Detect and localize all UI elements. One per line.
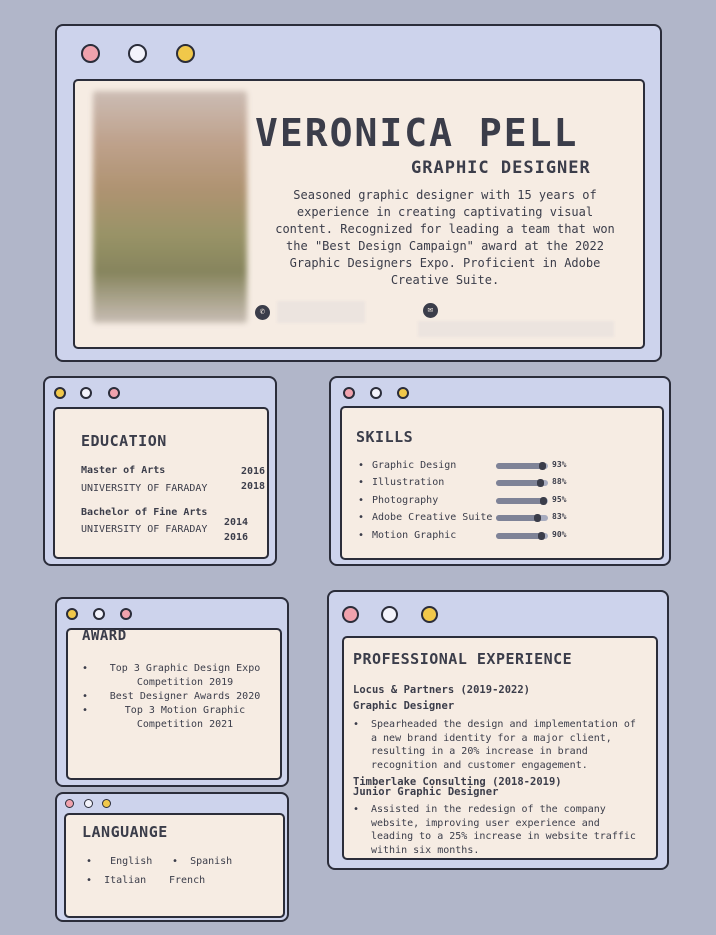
- window-dot-white: [93, 608, 105, 620]
- phone-icon: ✆: [255, 305, 270, 320]
- education-card: [53, 407, 269, 559]
- bullet: •: [358, 477, 365, 488]
- skill-bar: [496, 498, 548, 504]
- skill-bar-fill: [496, 515, 539, 521]
- experience-card: [342, 636, 658, 860]
- education-title: EDUCATION: [81, 432, 167, 450]
- education-window: [43, 376, 277, 566]
- skill-bar: [496, 515, 548, 521]
- award-window: [55, 597, 289, 787]
- skill-bar-fill: [496, 480, 542, 486]
- skills-list: [358, 460, 658, 560]
- bullet: •: [358, 530, 365, 541]
- bullet: •: [358, 512, 365, 523]
- award-item: • Best Designer Awards 2020: [82, 691, 261, 702]
- summary-text: Seasoned graphic designer with 15 years of experience in creating captivating visual content. Recognized for leading a team that won the "Best Design Campaign" award at the 2022 Graphic Designers Expo. Proficient in Adobe Creative Suite.: [275, 188, 615, 287]
- phone-redacted: [277, 301, 365, 323]
- job-bullet: • Assisted in the redesign of the company website, improving user experience and leading to a 25% increase in website traffic within six months.: [353, 804, 636, 856]
- skill-percent: 90%: [552, 530, 567, 539]
- education-degree: Master of Arts: [81, 465, 166, 476]
- education-start-year: 2014: [224, 517, 249, 528]
- window-dot-yellow: [102, 799, 111, 808]
- window-dot-white: [80, 387, 92, 399]
- skill-name: Motion Graphic: [372, 530, 457, 541]
- candidate-role: GRAPHIC DESIGNER: [411, 158, 591, 178]
- window-dot-pink: [65, 799, 74, 808]
- experience-title: PROFESSIONAL EXPERIENCE: [353, 650, 573, 668]
- skill-name: Photography: [372, 495, 439, 506]
- skills-window: [329, 376, 671, 566]
- award-item: • Top 3 Graphic Design Expo Competition 2019: [82, 663, 261, 688]
- email-icon: ✉: [423, 303, 438, 318]
- skill-bar: [496, 463, 548, 469]
- skill-row: [358, 495, 658, 509]
- window-dot-yellow: [421, 606, 438, 623]
- window-dot-yellow: [176, 44, 195, 63]
- skill-bar-fill: [496, 498, 545, 504]
- language-item: • English: [86, 856, 153, 867]
- window-dot-pink: [108, 387, 120, 399]
- education-school: UNIVERSITY OF FARADAY: [81, 524, 208, 535]
- window-dot-pink: [342, 606, 359, 623]
- window-dot-yellow: [54, 387, 66, 399]
- window-dot-white: [370, 387, 382, 399]
- header-card: [73, 79, 645, 349]
- award-card: [66, 628, 282, 780]
- window-dot-pink: [343, 387, 355, 399]
- language-item: • Italian: [86, 875, 147, 886]
- education-end-year: 2016: [224, 532, 249, 543]
- skill-bar-fill: [496, 533, 543, 539]
- window-dot-pink: [120, 608, 132, 620]
- skill-row: [358, 530, 658, 544]
- bullet: •: [358, 495, 365, 506]
- skill-name: Adobe Creative Suite: [372, 512, 493, 523]
- email-redacted: [418, 321, 614, 337]
- skills-title: SKILLS: [356, 428, 414, 446]
- skill-percent: 83%: [552, 512, 567, 521]
- language-title: LANGUANGE: [82, 823, 168, 841]
- skills-card: [340, 406, 664, 560]
- candidate-name: VERONICA PELL: [255, 111, 579, 155]
- window-dot-yellow: [66, 608, 78, 620]
- skill-percent: 93%: [552, 460, 567, 469]
- language-item: • Spanish: [172, 856, 233, 867]
- skill-percent: 88%: [552, 477, 567, 486]
- skill-name: Illustration: [372, 477, 445, 488]
- experience-window: [327, 590, 669, 870]
- education-start-year: 2016: [241, 466, 266, 477]
- skill-bar: [496, 480, 548, 486]
- skill-row: [358, 512, 658, 526]
- education-degree: Bachelor of Fine Arts: [81, 507, 208, 518]
- education-school: UNIVERSITY OF FARADAY: [81, 483, 208, 494]
- window-dot-yellow: [397, 387, 409, 399]
- job-bullet: • Spearheaded the design and implementation of a new brand identity for a major client, resulting in a 20% increase in brand recognition and customer engagement.: [353, 719, 636, 771]
- bullet: •: [358, 460, 365, 471]
- profile-photo: [93, 91, 247, 323]
- language-window: [55, 792, 289, 922]
- skill-row: [358, 460, 658, 474]
- job-position: Junior Graphic Designer: [353, 786, 499, 798]
- award-list: [82, 662, 272, 732]
- window-dot-white: [84, 799, 93, 808]
- header-window: [55, 24, 662, 362]
- window-dot-white: [128, 44, 147, 63]
- award-item: • Top 3 Motion Graphic Competition 2021: [82, 705, 246, 730]
- education-end-year: 2018: [241, 481, 266, 492]
- window-dot-white: [381, 606, 398, 623]
- window-dot-pink: [81, 44, 100, 63]
- skill-bar-fill: [496, 463, 544, 469]
- award-title: AWARD: [82, 628, 127, 644]
- language-card: [64, 813, 285, 918]
- skill-bar: [496, 533, 548, 539]
- language-item: French: [169, 875, 206, 886]
- skill-row: [358, 477, 658, 491]
- skill-name: Graphic Design: [372, 460, 457, 471]
- job-company: Locus & Partners (2019-2022): [353, 684, 531, 696]
- job-position: Graphic Designer: [353, 700, 455, 712]
- skill-percent: 95%: [552, 495, 567, 504]
- job-company: Timberlake Consulting (2018-2019): [353, 776, 562, 788]
